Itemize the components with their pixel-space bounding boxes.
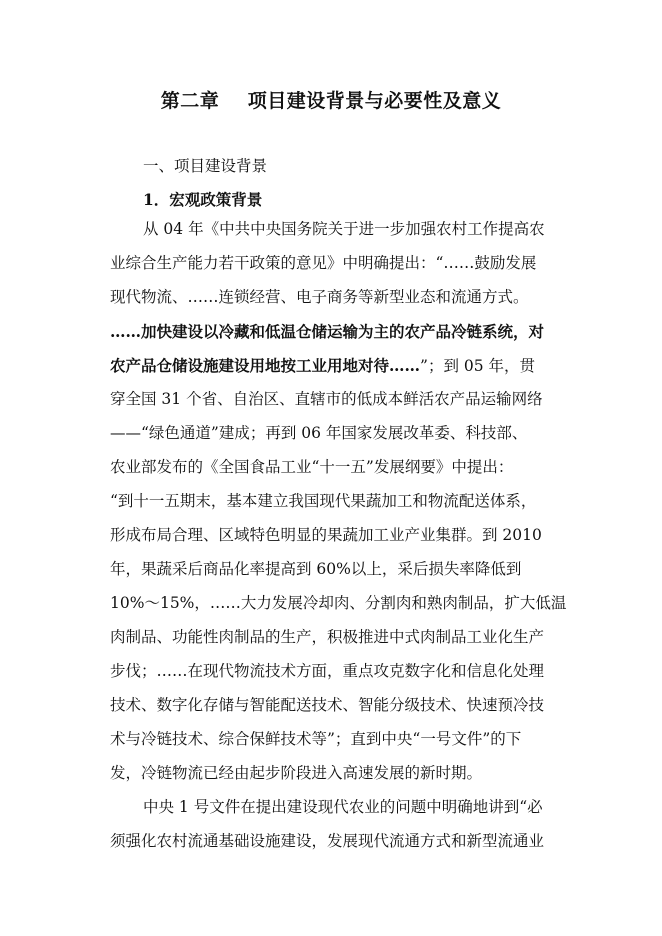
- paragraph-1-line-12: 10%～15%，……大力发展冷却肉、分割肉和熟肉制品，扩大低温: [110, 594, 567, 612]
- paragraph-1-line-14: 步伐；……在现代物流技术方面，重点攻克数字化和信息化处理: [110, 662, 545, 680]
- paragraph-1-line-6: 穿全国 31 个省、自治区、直辖市的低成本鲜活农产品运输网络: [110, 390, 543, 408]
- paragraph-1-line-5-rest: ”；到 05 年，贯: [420, 357, 536, 375]
- chapter-title: 第二章 项目建设背景与必要性及意义: [160, 90, 502, 112]
- paragraph-1-line-11: 年，果蔬采后商品化率提高到 60%以上，采后损失率降低到: [110, 560, 522, 578]
- section-heading: 一、项目建设背景: [143, 157, 268, 175]
- paragraph-1-line-17: 发，冷链物流已经由起步阶段进入高速发展的新时期。: [110, 764, 483, 782]
- paragraph-1-line-13: 肉制品、功能性肉制品的生产，积极推进中式肉制品工业化生产: [110, 628, 545, 646]
- paragraph-1-line-8: 农业部发布的《全国食品工业“十一五”发展纲要》中提出：: [110, 458, 514, 476]
- paragraph-1-line-7: ——“绿色通道”建成；再到 06 年国家发展改革委、科技部、: [110, 424, 528, 442]
- paragraph-2-line-1: 中央 1 号文件在提出建设现代农业的问题中明确地讲到“必: [143, 798, 543, 816]
- paragraph-1-line-10: 形成布局合理、区域特色明显的果蔬加工业产业集群。到 2010: [110, 526, 542, 544]
- paragraph-1-line-15: 技术、数字化存储与智能配送技术、智能分级技术、快速预冷技: [110, 696, 545, 714]
- paragraph-1-line-16: 术与冷链技术、综合保鲜技术等”；直到中央“一号文件”的下: [110, 730, 522, 748]
- subsection-heading: 1．宏观政策背景: [143, 190, 263, 209]
- paragraph-1-line-2: 业综合生产能力若干政策的意见》中明确提出：“……鼓励发展: [110, 254, 537, 272]
- paragraph-1-line-9: “到十一五期末，基本建立我国现代果蔬加工和物流配送体系，: [110, 492, 537, 510]
- paragraph-1-line-3: 现代物流、……连锁经营、电子商务等新型业态和流通方式。: [110, 288, 529, 306]
- paragraph-1-line-1: 从 04 年《中共中央国务院关于进一步加强农村工作提高农: [143, 220, 545, 238]
- paragraph-2-line-2: 须强化农村流通基础设施建设，发展现代流通方式和新型流通业: [110, 832, 545, 850]
- paragraph-1-line-5-bold: 农产品仓储设施建设用地按工业用地对待……: [110, 356, 421, 375]
- paragraph-1-line-5: [110, 358, 535, 375]
- paragraph-1-line-4: ……加快建设以冷藏和低温仓储运输为主的农产品冷链系统，对: [110, 322, 545, 341]
